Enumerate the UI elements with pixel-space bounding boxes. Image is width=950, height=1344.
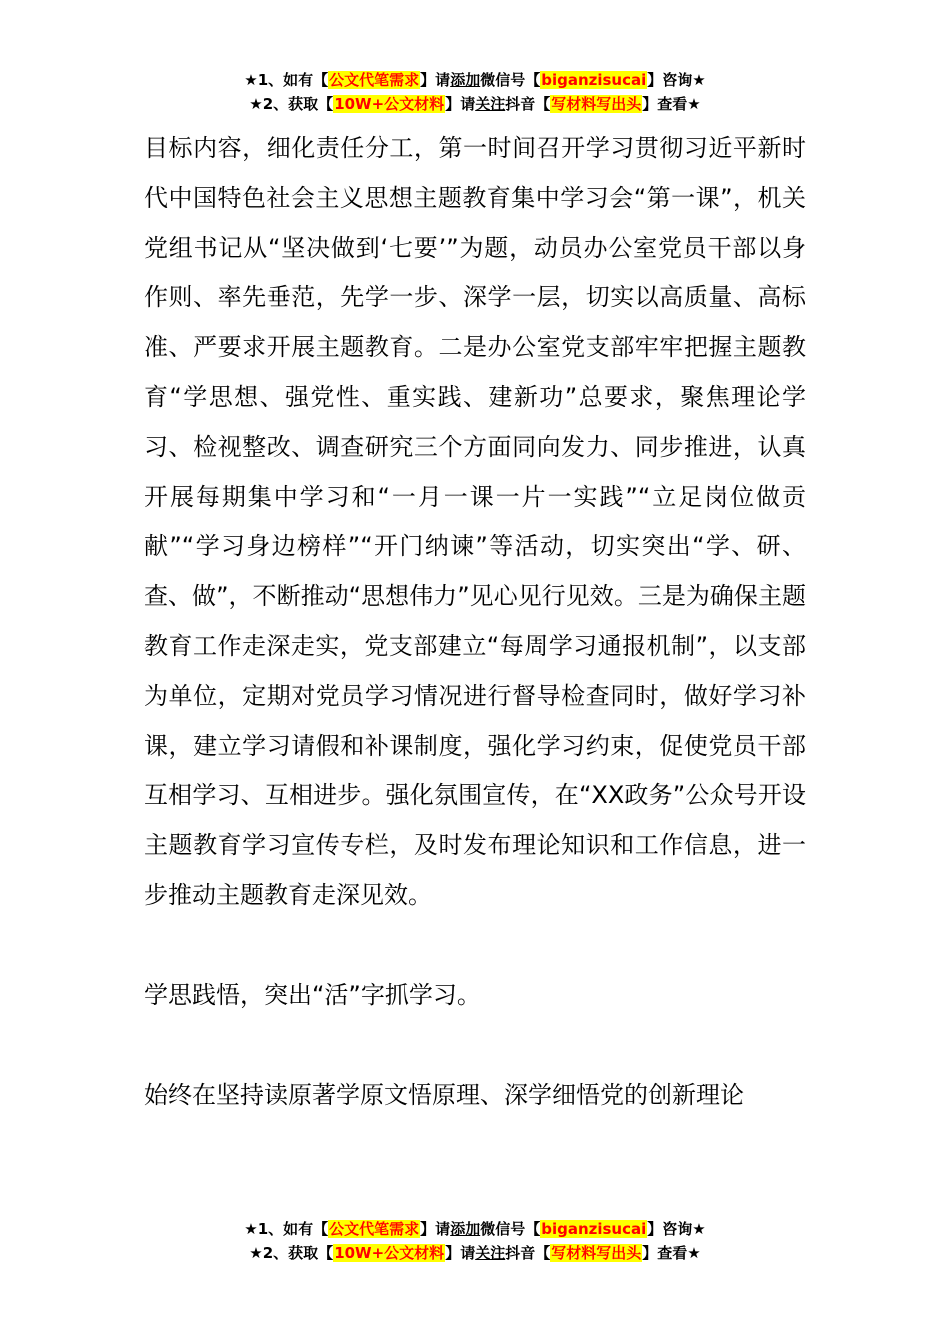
banner-text: 】请: [420, 1220, 451, 1238]
banner-line-2: [0, 1241, 950, 1265]
banner-text: ★2、获取【: [249, 1244, 334, 1262]
banner-line-1: [0, 68, 950, 92]
banner-text: 微信号【: [480, 1220, 541, 1238]
highlight-materials: 10W+公文材料: [334, 1244, 445, 1262]
banner-text: 】咨询★: [647, 71, 706, 89]
highlight-wechat-id: biganzisucai: [541, 71, 647, 89]
footer-banner: [0, 1217, 950, 1265]
banner-text: 】请: [445, 95, 476, 113]
banner-text: 】请: [445, 1244, 476, 1262]
banner-text: 微信号【: [480, 71, 541, 89]
highlight-materials: 10W+公文材料: [334, 95, 445, 113]
highlight-ghostwriting: 公文代笔需求: [329, 1220, 420, 1238]
banner-text: 】查看★: [642, 95, 701, 113]
banner-line-2: [0, 92, 950, 116]
highlight-ghostwriting: 公文代笔需求: [329, 71, 420, 89]
paragraph-gap: [144, 1021, 806, 1071]
banner-underline-text: 添加: [450, 71, 481, 89]
highlight-wechat-id: biganzisucai: [541, 1220, 647, 1238]
paragraph-gap: [144, 921, 806, 971]
banner-underline-text: 添加: [450, 1220, 481, 1238]
body-paragraph: 始终在坚持读原著学原文悟原理、深学细悟党的创新理论: [144, 1080, 744, 1109]
banner-text: 抖音【: [505, 1244, 551, 1262]
highlight-douyin-account: 写材料写出头: [551, 1244, 642, 1262]
banner-underline-text: 关注: [475, 1244, 506, 1262]
section-heading: 学思践悟，突出“活”字抓学习。: [144, 980, 481, 1009]
banner-text: ★2、获取【: [249, 95, 334, 113]
highlight-douyin-account: 写材料写出头: [551, 95, 642, 113]
header-banner: [0, 68, 950, 116]
banner-text: 】查看★: [642, 1244, 701, 1262]
banner-text: 】咨询★: [647, 1220, 706, 1238]
banner-line-1: [0, 1217, 950, 1241]
document-body: [144, 124, 806, 1120]
banner-text: ★1、如有【: [244, 71, 329, 89]
banner-text: ★1、如有【: [244, 1220, 329, 1238]
body-paragraph: 目标内容，细化责任分工，第一时间召开学习贯彻习近平新时代中国特色社会主义思想主题教育集中学习会“第一课”，机关党组书记从“坚决做到‘七要’”为题，动员办公室党员干部以身作则、率先垂范，先学一步、深学一层，切实以高质量、高标准、严要求开展主题教育。二是办公室党支部牢牢把握主题教育“学思想、强党性、重实践、建新功”总要求，聚焦理论学习、检视整改、调查研究三个方面同向发力、同步推进，认真开展每期集中学习和“一月一课一片一实践”“立足岗位做贡献”“学习身边榜样”“开门纳谏”等活动，切实突出“学、研、查、做”，不断推动“思想伟力”见心见行见效。三是为确保主题教育工作走深走实，党支部建立“每周学习通报机制”，以支部为单位，定期对党员学习情况进行督导检查同时，做好学习补课，建立学习请假和补课制度，强化学习约束，促使党员干部互相学习、互相进步。强化氛围宣传，在“XX政务”公众号开设主题教育学习宣传专栏，及时发布理论知识和工作信息，进一步推动主题教育走深见效。: [144, 134, 806, 909]
banner-text: 】请: [420, 71, 451, 89]
banner-underline-text: 关注: [475, 95, 506, 113]
banner-text: 抖音【: [505, 95, 551, 113]
